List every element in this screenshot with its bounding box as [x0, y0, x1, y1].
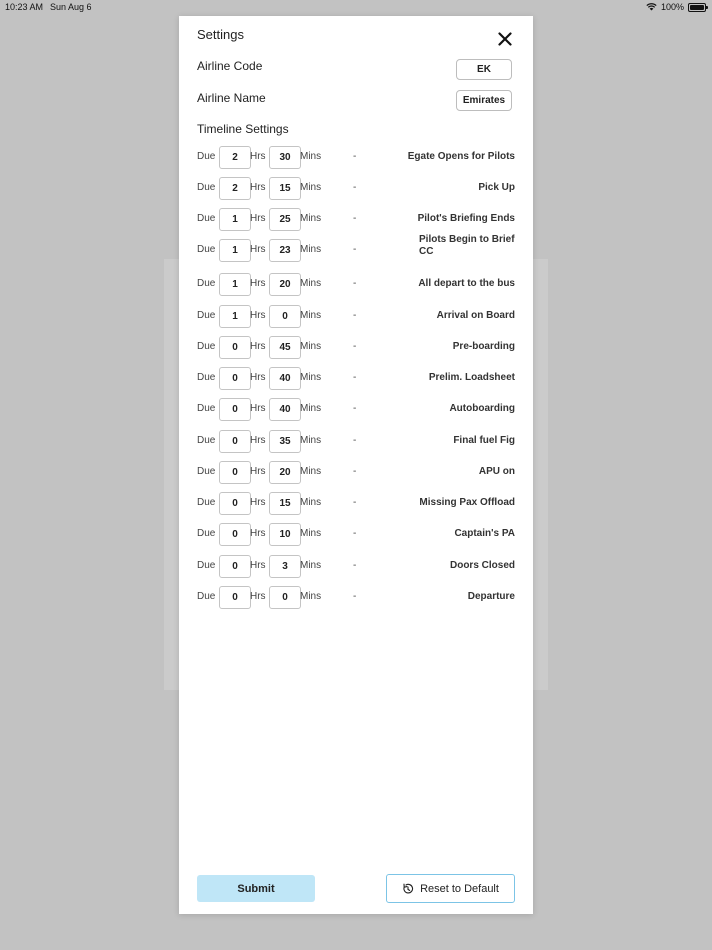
hours-input[interactable] — [219, 555, 251, 578]
timeline-row — [179, 555, 533, 579]
mins-label: Mins — [300, 278, 322, 289]
minutes-input[interactable] — [269, 146, 301, 169]
due-label: Due — [197, 466, 216, 477]
event-name: Pre-boarding — [452, 341, 515, 352]
event-name: Pilot's Briefing Ends — [417, 213, 515, 224]
separator-dash: - — [353, 182, 357, 193]
mins-label: Mins — [300, 466, 322, 477]
status-bar — [0, 0, 712, 15]
minutes-input[interactable] — [269, 208, 301, 231]
mins-label: Mins — [300, 403, 322, 414]
due-label: Due — [197, 591, 216, 602]
reset-label: Reset to Default — [420, 882, 499, 895]
status-indicators — [646, 2, 706, 12]
timeline-row — [179, 234, 533, 263]
minutes-input[interactable] — [269, 336, 301, 359]
separator-dash: - — [353, 528, 357, 539]
hours-input[interactable] — [219, 492, 251, 515]
status-date: Sun Aug 6 — [50, 2, 92, 12]
close-button[interactable] — [495, 29, 515, 49]
hours-input[interactable] — [219, 177, 251, 200]
hours-input[interactable] — [219, 239, 251, 262]
hrs-label: Hrs — [250, 310, 266, 321]
minutes-input[interactable] — [269, 461, 301, 484]
hrs-label: Hrs — [250, 497, 266, 508]
separator-dash: - — [353, 497, 357, 508]
timeline-row — [179, 336, 533, 360]
minutes-input[interactable] — [269, 492, 301, 515]
mins-label: Mins — [300, 213, 322, 224]
hrs-label: Hrs — [250, 182, 266, 193]
minutes-input[interactable] — [269, 430, 301, 453]
settings-modal — [179, 16, 533, 914]
event-name: Pilots Begin to Brief CC — [419, 234, 515, 257]
event-name: Missing Pax Offload — [419, 497, 515, 508]
mins-label: Mins — [300, 341, 322, 352]
separator-dash: - — [353, 310, 357, 321]
battery-percent: 100% — [660, 2, 684, 12]
separator-dash: - — [353, 403, 357, 414]
separator-dash: - — [353, 341, 357, 352]
minutes-input[interactable] — [269, 367, 301, 390]
hrs-label: Hrs — [250, 591, 266, 602]
hours-input[interactable] — [219, 461, 251, 484]
airline-name-input[interactable] — [456, 90, 512, 111]
mins-label: Mins — [300, 560, 322, 571]
submit-button[interactable]: Submit — [197, 875, 315, 902]
timeline-settings-title: Timeline Settings — [197, 122, 289, 136]
status-time: 10:23 AM — [5, 2, 44, 12]
event-name: Final fuel Fig — [453, 435, 515, 446]
hrs-label: Hrs — [250, 151, 266, 162]
hours-input[interactable] — [219, 398, 251, 421]
timeline-row — [179, 461, 533, 485]
hrs-label: Hrs — [250, 278, 266, 289]
hrs-label: Hrs — [250, 372, 266, 383]
hrs-label: Hrs — [250, 435, 266, 446]
minutes-input[interactable] — [269, 523, 301, 546]
event-name: All depart to the bus — [418, 278, 515, 289]
wifi-icon — [646, 3, 657, 11]
modal-title: Settings — [197, 27, 244, 42]
minutes-input[interactable] — [269, 555, 301, 578]
timeline-row — [179, 492, 533, 516]
mins-label: Mins — [300, 182, 322, 193]
minutes-input[interactable] — [269, 177, 301, 200]
hours-input[interactable] — [219, 336, 251, 359]
minutes-input[interactable] — [269, 398, 301, 421]
mins-label: Mins — [300, 528, 322, 539]
separator-dash: - — [353, 560, 357, 571]
hours-input[interactable] — [219, 273, 251, 296]
separator-dash: - — [353, 466, 357, 477]
hrs-label: Hrs — [250, 528, 266, 539]
hours-input[interactable] — [219, 146, 251, 169]
due-label: Due — [197, 310, 216, 321]
timeline-row — [179, 367, 533, 391]
hrs-label: Hrs — [250, 560, 266, 571]
timeline-row — [179, 177, 533, 201]
timer-reset-icon — [402, 883, 414, 895]
timeline-row — [179, 430, 533, 454]
separator-dash: - — [353, 435, 357, 446]
separator-dash: - — [353, 151, 357, 162]
due-label: Due — [197, 372, 216, 383]
separator-dash: - — [353, 213, 357, 224]
separator-dash: - — [353, 591, 357, 602]
hrs-label: Hrs — [250, 466, 266, 477]
event-name: APU on — [478, 466, 515, 477]
hours-input[interactable] — [219, 367, 251, 390]
event-name: Autoboarding — [449, 403, 515, 414]
event-name: Departure — [467, 591, 515, 602]
hours-input[interactable] — [219, 305, 251, 328]
due-label: Due — [197, 403, 216, 414]
close-icon — [495, 29, 515, 49]
event-name: Pick Up — [478, 182, 515, 193]
mins-label: Mins — [300, 372, 322, 383]
hours-input[interactable] — [219, 523, 251, 546]
due-label: Due — [197, 213, 216, 224]
due-label: Due — [197, 560, 216, 571]
separator-dash: - — [353, 278, 357, 289]
mins-label: Mins — [300, 310, 322, 321]
timeline-row — [179, 398, 533, 422]
separator-dash: - — [353, 372, 357, 383]
hours-input[interactable] — [219, 208, 251, 231]
due-label: Due — [197, 151, 216, 162]
hours-input[interactable] — [219, 430, 251, 453]
mins-label: Mins — [300, 151, 322, 162]
mins-label: Mins — [300, 591, 322, 602]
due-label: Due — [197, 182, 216, 193]
due-label: Due — [197, 341, 216, 352]
event-name: Arrival on Board — [436, 310, 515, 321]
hours-input[interactable] — [219, 586, 251, 609]
timeline-row — [179, 208, 533, 232]
hrs-label: Hrs — [250, 213, 266, 224]
minutes-input[interactable] — [269, 273, 301, 296]
mins-label: Mins — [300, 244, 322, 255]
event-name: Captain's PA — [454, 528, 515, 539]
timeline-row — [179, 273, 533, 297]
hrs-label: Hrs — [250, 341, 266, 352]
timeline-row — [179, 305, 533, 329]
reset-to-default-button[interactable] — [386, 874, 515, 903]
event-name: Egate Opens for Pilots — [407, 151, 515, 162]
timeline-row — [179, 523, 533, 547]
minutes-input[interactable] — [269, 305, 301, 328]
hrs-label: Hrs — [250, 403, 266, 414]
due-label: Due — [197, 278, 216, 289]
separator-dash: - — [353, 244, 357, 255]
mins-label: Mins — [300, 497, 322, 508]
airline-code-input[interactable] — [456, 59, 512, 80]
due-label: Due — [197, 244, 216, 255]
battery-icon — [688, 3, 706, 12]
airline-name-label: Airline Name — [197, 91, 266, 105]
due-label: Due — [197, 528, 216, 539]
timeline-row — [179, 146, 533, 170]
hrs-label: Hrs — [250, 244, 266, 255]
mins-label: Mins — [300, 435, 322, 446]
due-label: Due — [197, 497, 216, 508]
event-name: Doors Closed — [449, 560, 515, 571]
minutes-input[interactable] — [269, 239, 301, 262]
minutes-input[interactable] — [269, 586, 301, 609]
event-name: Prelim. Loadsheet — [428, 372, 515, 383]
airline-code-label: Airline Code — [197, 59, 263, 73]
timeline-row — [179, 586, 533, 610]
due-label: Due — [197, 435, 216, 446]
